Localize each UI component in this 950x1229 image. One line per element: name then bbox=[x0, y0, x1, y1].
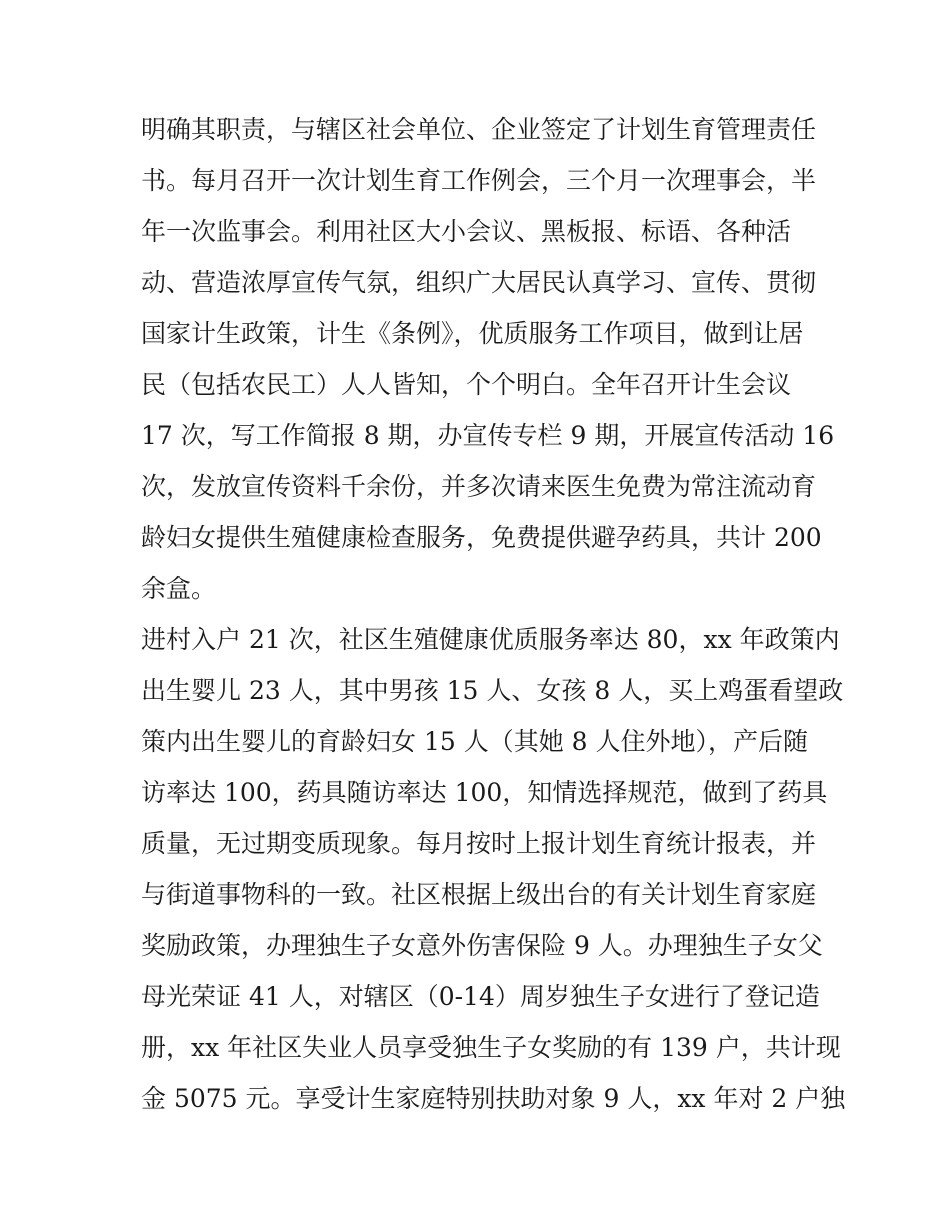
text-line: 母光荣证 41 人，对辖区（0-14）周岁独生子女进行了登记造 bbox=[141, 982, 820, 1011]
text-line: 民（包括农民工）人人皆知，个个明白。全年召开计生会议 bbox=[141, 370, 792, 399]
text-line: 国家计生政策，计生《条例》，优质服务工作项目，做到让居 bbox=[141, 319, 804, 348]
text-line: 书。每月召开一次计划生育工作例会，三个月一次理事会，半 bbox=[141, 166, 817, 195]
text-line: 年一次监事会。利用社区大小会议、黑板报、标语、各种活 bbox=[141, 217, 792, 246]
text-line: 进村入户 21 次，社区生殖健康优质服务率达 80，xx 年政策内 bbox=[141, 625, 840, 654]
text-line: 动、营造浓厚宣传气氛，组织广大居民认真学习、宣传、贯彻 bbox=[141, 268, 817, 297]
text-line: 余盒。 bbox=[141, 574, 217, 603]
text-line: 次，发放宣传资料千余份，并多次请来医生免费为常注流动育 bbox=[141, 472, 817, 501]
text-line: 访率达 100，药具随访率达 100，知情选择规范，做到了药具 bbox=[141, 778, 828, 807]
text-line: 册，xx 年社区失业人员享受独生子女奖励的有 139 户，共计现 bbox=[141, 1033, 841, 1062]
text-line: 金 5075 元。享受计生家庭特别扶助对象 9 人，xx 年对 2 户独 bbox=[141, 1084, 846, 1113]
text-line: 与街道事物科的一致。社区根据上级出台的有关计划生育家庭 bbox=[141, 880, 817, 909]
text-line: 策内出生婴儿的育龄妇女 15 人（其她 8 人住外地），产后随 bbox=[141, 727, 809, 756]
text-line: 17 次，写工作简报 8 期，办宣传专栏 9 期，开展宣传活动 16 bbox=[141, 421, 835, 450]
text-line: 奖励政策，办理独生子女意外伤害保险 9 人。办理独生子女父 bbox=[141, 931, 823, 960]
text-line: 龄妇女提供生殖健康检查服务，免费提供避孕药具，共计 200 bbox=[141, 523, 822, 552]
text-line: 出生婴儿 23 人，其中男孩 15 人、女孩 8 人，买上鸡蛋看望政 bbox=[141, 676, 844, 705]
text-line: 明确其职责，与辖区社会单位、企业签定了计划生育管理责任 bbox=[141, 115, 817, 144]
text-line: 质量，无过期变质现象。每月按时上报计划生育统计报表，并 bbox=[141, 829, 817, 858]
